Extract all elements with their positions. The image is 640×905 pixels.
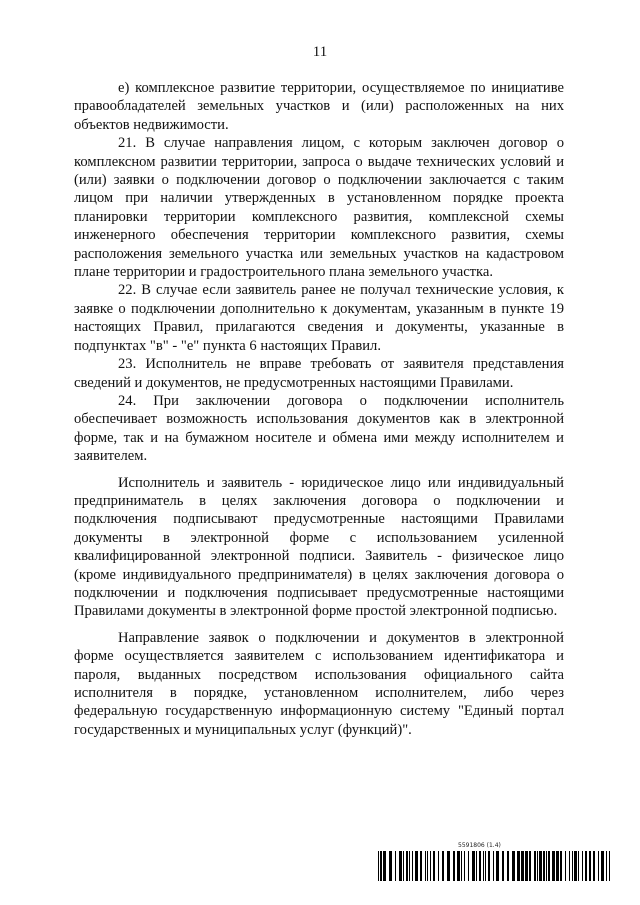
body-text [74, 79, 564, 739]
barcode-icon [378, 851, 610, 881]
page-number: 11 [312, 44, 328, 60]
paragraph-24: 24. При заключении договора о подключении исполнитель обеспечивает возможность использования документов как в электронной форме, так и на бумажном носителе и обмена ими между исполнителем и заявителем. [74, 392, 564, 465]
paragraph-22: 22. В случае если заявитель ранее не получал технические условия, к заявке о подключении дополнительно к документам, указанным в пункте 19 настоящих Правил, прилагаются сведения и документы, указанные в подпунктах "в" - "е" пункта 6 настоящих Правил. [74, 282, 564, 354]
paragraph-23: 23. Исполнитель не вправе требовать от заявителя представления сведений и документов, не предусмотренных настоящими Правилами. [74, 356, 564, 391]
paragraph-21: 21. В случае направления лицом, с которым заключен договор о комплексном развитии территории, запроса о выдаче технических условий и (или) заявки о подключении договор о подключении заключается с таким лицом при наличии утвержденных в установленном порядке проекта планировки территории комплексного развития, комплексной схемы инженерного обеспечения территории комплексного развития, схемы расположения земельного участка или земельных участков на кадастровом плане территории и градостроительного плана земельного участка. [74, 135, 564, 281]
paragraph-item-e: е) комплексное развитие территории, осуществляемое по инициативе правообладателей земельных участков и (или) расположенных на них объектов недвижимости. [74, 80, 564, 133]
paragraph-electronic-signature: Исполнитель и заявитель - юридическое лицо или индивидуальный предприниматель в целях заключения договора о подключении и подключения подписывают предусмотренные настоящими Правилами документы в электронной форме с использованием усиленной квалифицированной электронной подписи. Заявитель - физическое лицо (кроме индивидуального предпринимателя) в целях заключения договора о подключении и подключения подписывает предусмотренные настоящими Правилами документы в электронной форме простой электронной подписью. [74, 474, 564, 620]
paragraph-electronic-submission: Направление заявок о подключении и документов в электронной форме осуществляется заявителем с использованием идентификатора и пароля, выданных посредством использования официального сайта исполнителя в порядке, установленном исполнителем, либо через федеральную государственную информационную систему "Единый портал государственных и муниципальных услуг (функций)". [74, 629, 564, 738]
barcode-caption: 5591806 (1.4) [458, 842, 501, 849]
